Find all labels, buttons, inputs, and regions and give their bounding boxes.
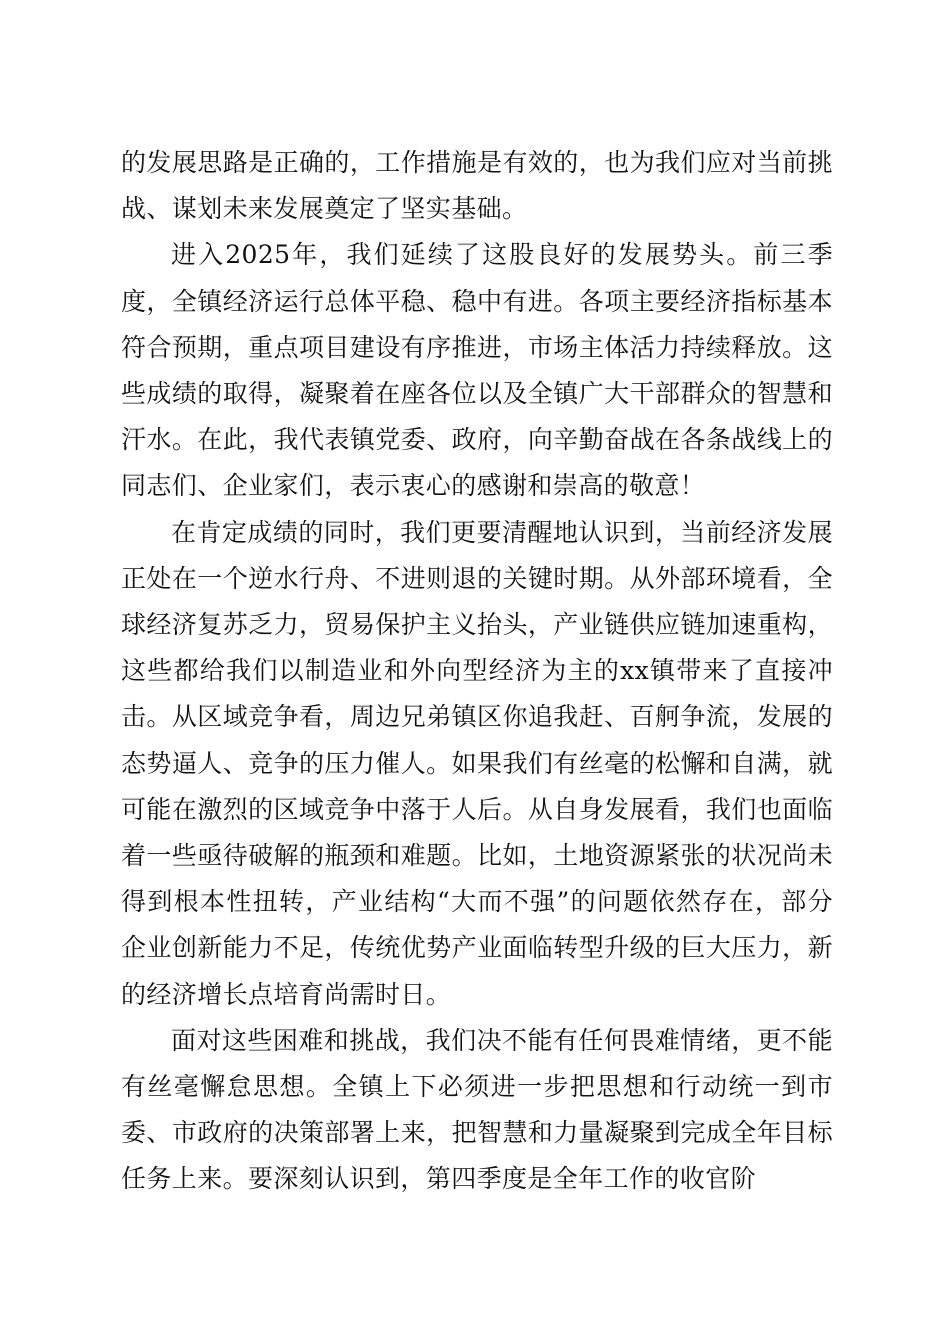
paragraph-2025-progress: 进入2025年，我们延续了这股良好的发展势头。前三季度，全镇经济运行总体平稳、稳中有进。各项主要经济指标基本符合预期，重点项目建设有序推进，市场主体活力持续释放。这些成绩的取得，凝聚着在座各位以及全镇广大干部群众的智慧和汗水。在此，我代表镇党委、政府，向辛勤奋战在各条战线上的同志们、企业家们，表示衷心的感谢和崇高的敬意！	[121, 240, 833, 501]
paragraph-continuation: 的发展思路是正确的，工作措施是有效的，也为我们应对当前挑战、谋划未来发展奠定了坚实基础。	[121, 148, 833, 224]
paragraph-challenges: 在肯定成绩的同时，我们更要清醒地认识到，当前经济发展正处在一个逆水行舟、不进则退的关键时期。从外部环境看，全球经济复苏乏力，贸易保护主义抬头，产业链供应链加速重构，这些都给我们以制造业和外向型经济为主的xx镇带来了直接冲击。从区域竞争看，周边兄弟镇区你追我赶、百舸争流，发展的态势逼人、竞争的压力催人。如果我们有丝毫的松懈和自满，就可能在激烈的区域竞争中落于人后。从自身发展看，我们也面临着一些亟待破解的瓶颈和难题。比如，土地资源紧张的状况尚未得到根本性扭转，产业结构“大而不强”的问题依然存在，部分企业创新能力不足，传统优势产业面临转型升级的巨大压力，新的经济增长点培育尚需时日。	[121, 517, 833, 1009]
paragraph-call-to-action: 面对这些困难和挑战，我们决不能有任何畏难情绪，更不能有丝毫懈怠思想。全镇上下必须进一步把思想和行动统一到市委、市政府的决策部署上来，把智慧和力量凝聚到完成全年目标任务上来。要深刻认识到，第四季度是全年工作的收官阶	[121, 1025, 833, 1194]
document-body	[121, 140, 833, 1203]
